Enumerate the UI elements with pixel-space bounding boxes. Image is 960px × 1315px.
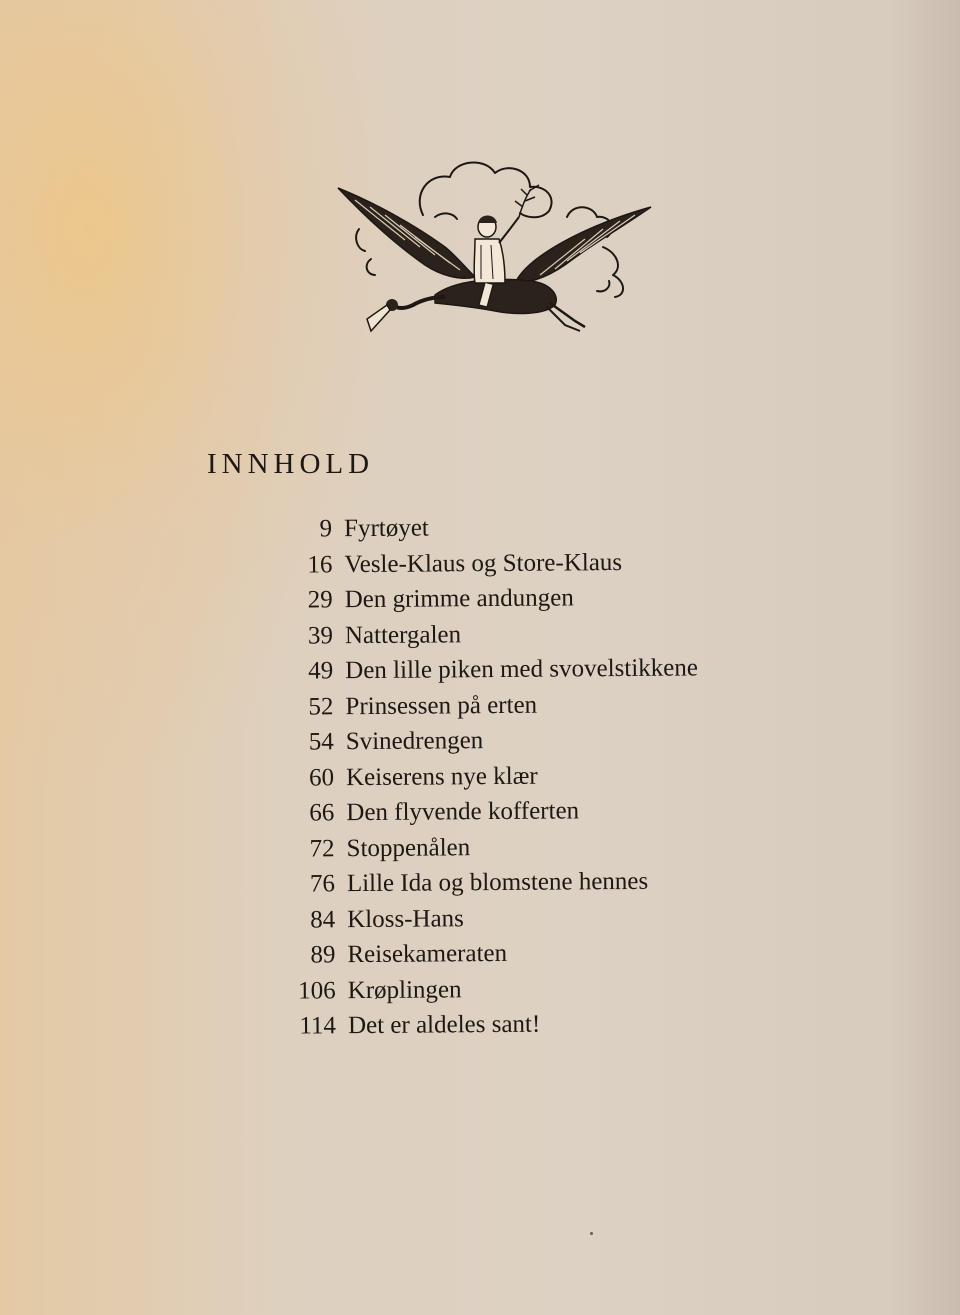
toc-page-number: 114 xyxy=(299,1012,337,1040)
toc-entry xyxy=(241,619,698,658)
toc-title: Krøplingen xyxy=(347,975,462,1004)
toc-title: Prinsessen på erten xyxy=(345,691,538,720)
toc-title: Den flyvende kofferten xyxy=(346,797,580,827)
toc-page-number: 49 xyxy=(308,657,334,685)
toc-page-number: 106 xyxy=(298,976,336,1005)
toc-entry xyxy=(241,690,698,729)
toc-entry xyxy=(243,903,700,942)
paper-speck xyxy=(590,1232,593,1235)
toc-page-number: 60 xyxy=(308,763,335,791)
toc-title: Kloss-Hans xyxy=(347,904,464,933)
toc-entry xyxy=(243,832,700,871)
toc-page-number: 54 xyxy=(308,728,334,756)
toc-title: Fyrtøyet xyxy=(343,514,429,543)
toc-entry xyxy=(243,938,700,977)
toc-title: Nattergalen xyxy=(344,620,462,649)
toc-page-number: 52 xyxy=(308,692,334,720)
toc-entry xyxy=(241,583,698,622)
toc-heading: INNHOLD xyxy=(207,448,375,480)
toc-entry xyxy=(240,548,697,587)
toc-page-number: 39 xyxy=(307,621,334,649)
toc-page-number: 72 xyxy=(309,834,335,862)
toc-title: Vesle-Klaus og Store-Klaus xyxy=(344,548,623,578)
toc-title: Den lille piken med svovelstikkene xyxy=(345,654,699,685)
toc-entry xyxy=(243,867,700,906)
toc-title: Den grimme andungen xyxy=(344,584,574,614)
toc-entry xyxy=(244,974,701,1013)
toc-entry xyxy=(241,654,698,693)
toc-page-number: 89 xyxy=(310,941,336,969)
toc-entry xyxy=(242,796,699,835)
toc-entry xyxy=(242,761,699,800)
toc-title: Svinedrengen xyxy=(345,727,484,756)
toc-title: Keiserens nye klær xyxy=(345,762,538,791)
toc-title: Stoppenålen xyxy=(346,833,471,862)
stork-with-child-icon xyxy=(335,155,655,340)
toc-title: Reisekameraten xyxy=(347,939,508,969)
toc-page-number: 66 xyxy=(309,799,335,827)
toc-entry xyxy=(244,1009,701,1048)
toc-page-number: 76 xyxy=(309,870,335,898)
table-of-contents xyxy=(240,512,701,1048)
toc-page-number: 9 xyxy=(319,515,333,543)
toc-page-number: 84 xyxy=(310,905,336,933)
toc-entry xyxy=(240,512,697,551)
toc-entry xyxy=(242,725,699,764)
toc-page-number: 16 xyxy=(307,550,333,578)
toc-title: Det er aldeles sant! xyxy=(347,1010,541,1040)
toc-title: Lille Ida og blomstene hennes xyxy=(346,867,649,898)
toc-page-number: 29 xyxy=(307,586,333,614)
